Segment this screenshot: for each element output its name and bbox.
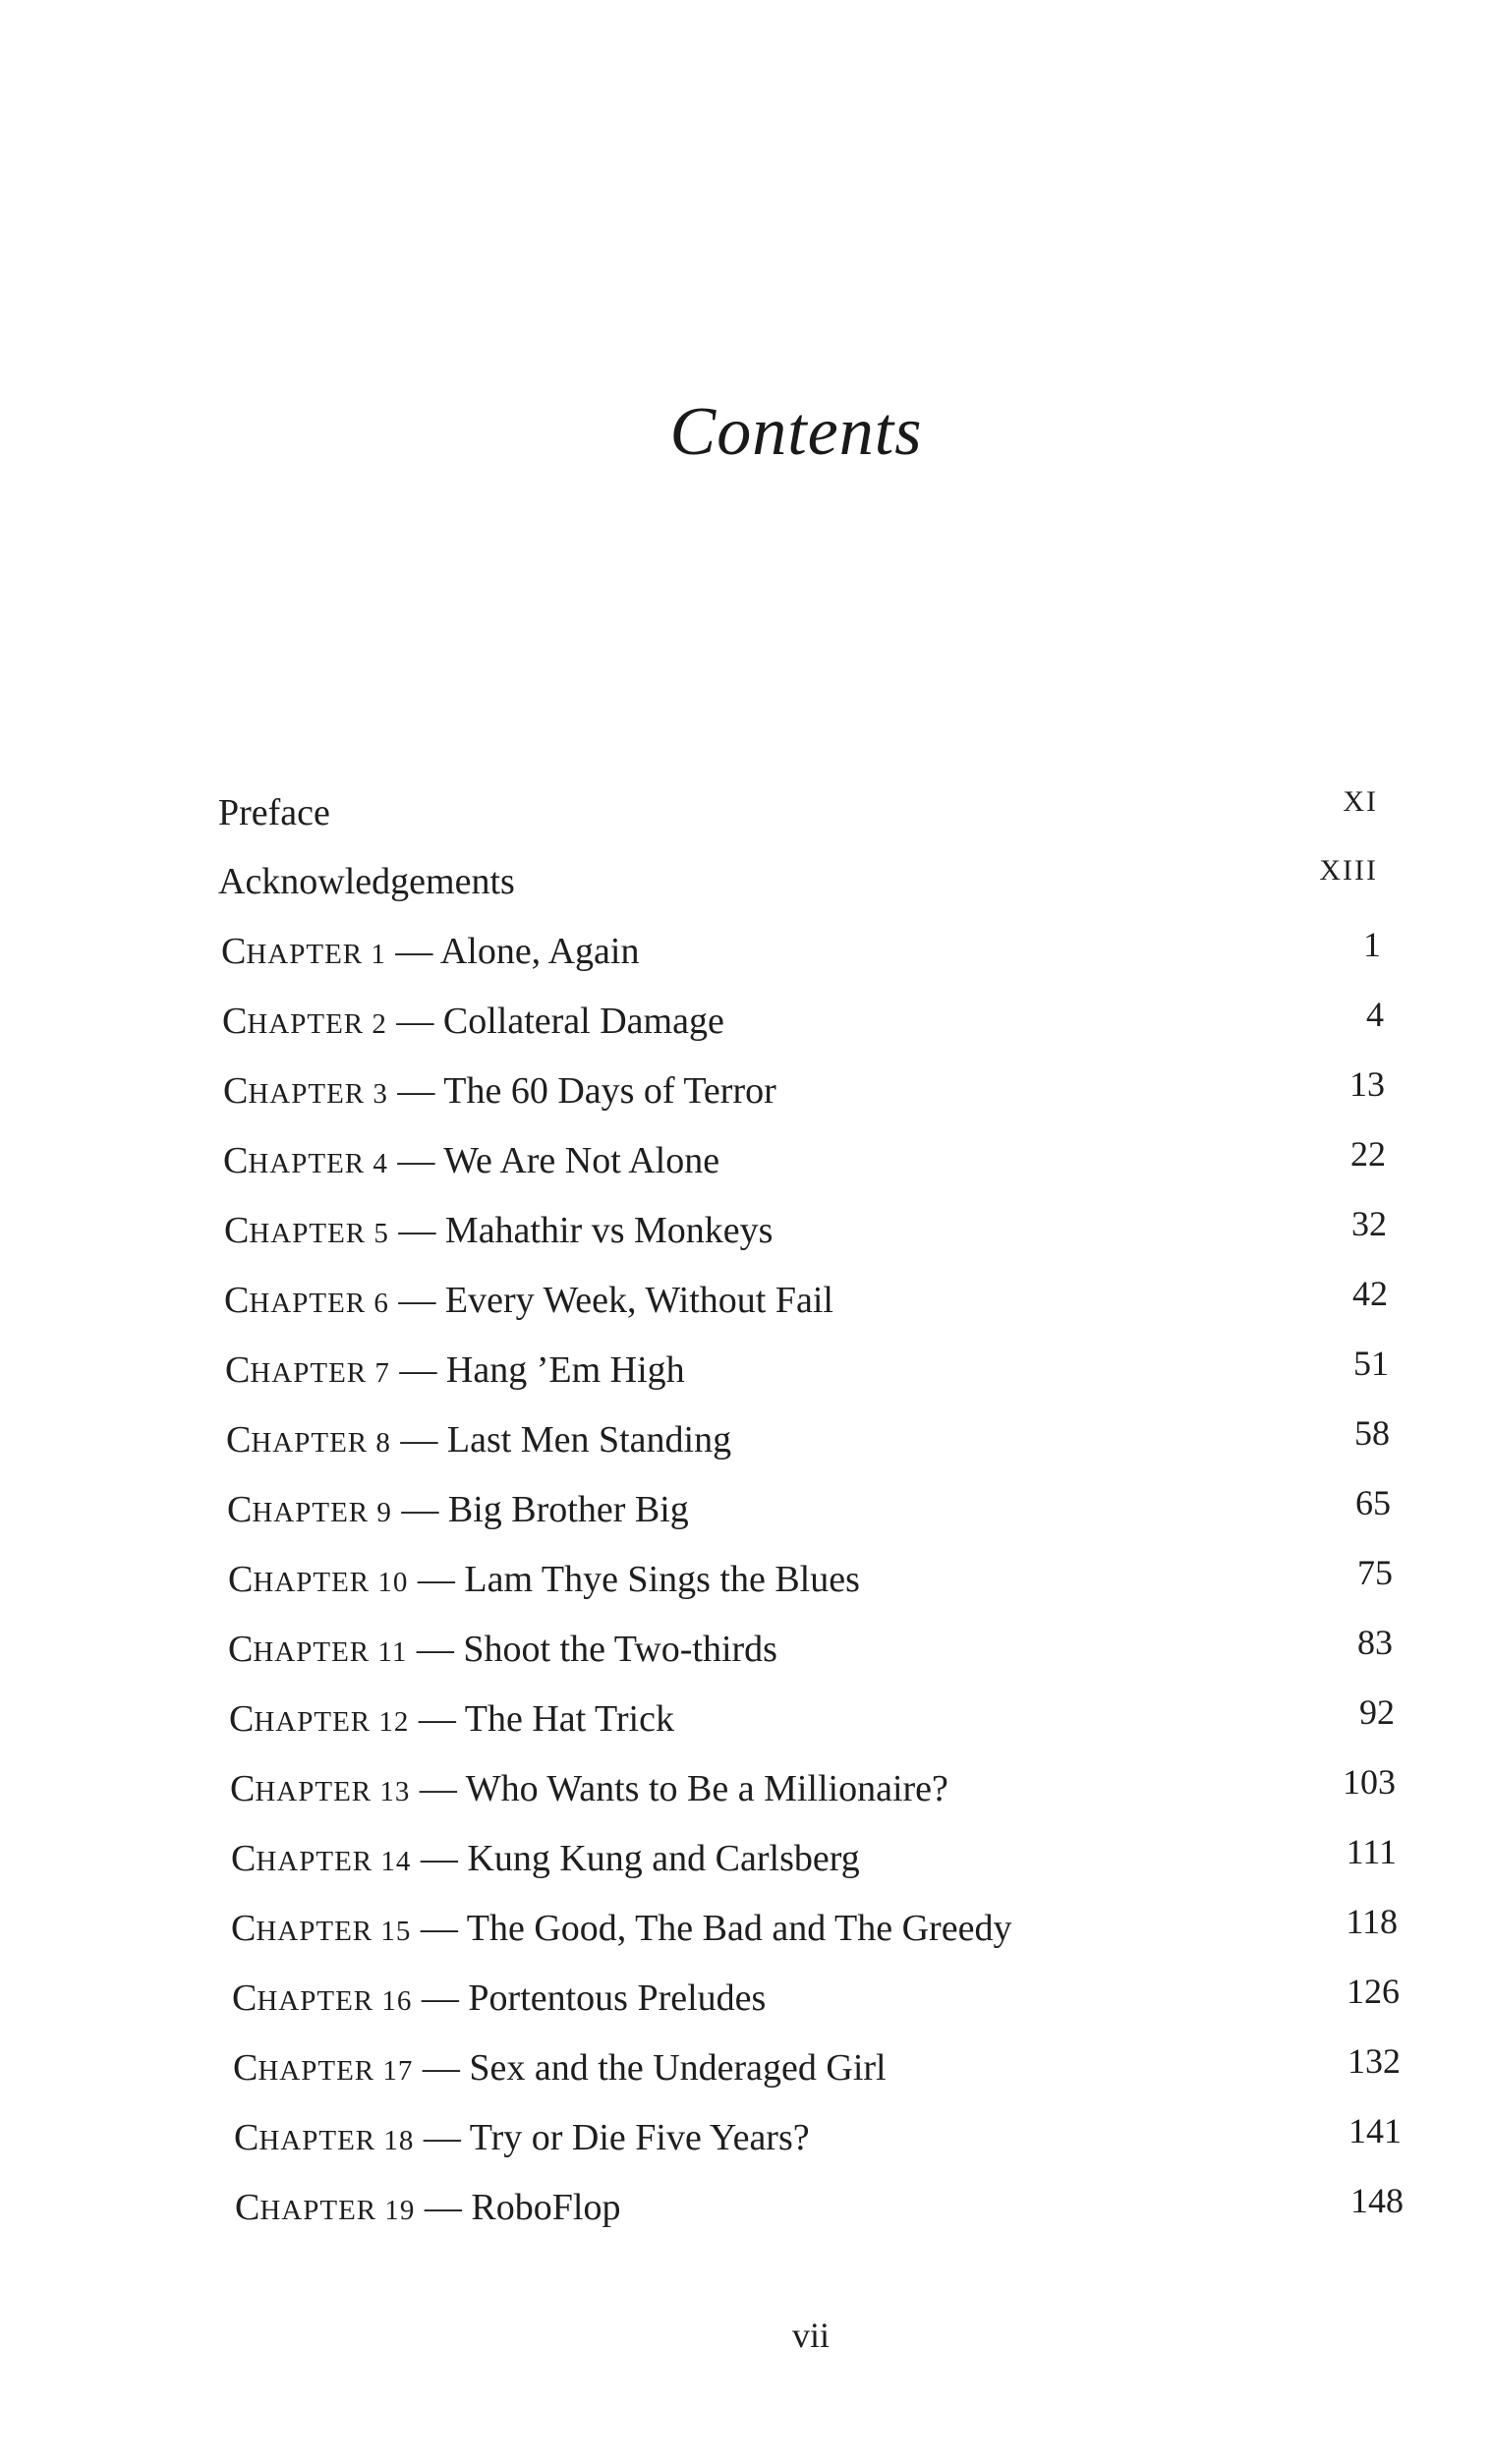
page-number: vii xyxy=(791,2316,830,2355)
chapter-label: CHAPTER 12 xyxy=(229,1698,410,1740)
page-title: Contents xyxy=(669,394,923,470)
chapter-label: CHAPTER 19 xyxy=(235,2187,416,2228)
chapter-label: CHAPTER 11 xyxy=(228,1629,408,1670)
toc-entry-page: 65 xyxy=(1355,1483,1391,1522)
chapter-label: CHAPTER 13 xyxy=(230,1768,411,1809)
separator: — xyxy=(386,1001,443,1042)
toc-entry-page: 4 xyxy=(1366,995,1384,1034)
chapter-title: The Hat Trick xyxy=(464,1698,674,1740)
toc-entry-page: 42 xyxy=(1352,1274,1388,1313)
toc-entry-page: 126 xyxy=(1347,1972,1400,2011)
toc-entry-page: 111 xyxy=(1346,1832,1397,1871)
chapter-title: Every Week, Without Fail xyxy=(444,1280,833,1321)
toc-entry-page: 32 xyxy=(1351,1204,1387,1243)
separator: — xyxy=(387,1070,444,1112)
toc-entry-title: Preface xyxy=(218,792,330,833)
toc-entry-chapter-18[interactable] xyxy=(234,2111,1413,2175)
toc-entry-chapter-2[interactable] xyxy=(222,995,1402,1059)
chapter-label: CHAPTER 10 xyxy=(228,1559,409,1600)
chapter-label: CHAPTER 3 xyxy=(223,1070,388,1112)
toc-entry-chapter-7[interactable] xyxy=(225,1344,1405,1407)
separator: — xyxy=(390,1419,447,1461)
toc-entry-preface[interactable] xyxy=(218,785,1398,850)
toc-entry-chapter-6[interactable] xyxy=(224,1274,1404,1338)
separator: — xyxy=(414,2117,470,2158)
toc-entry-chapter-11[interactable] xyxy=(228,1623,1407,1687)
toc-entry-chapter-19[interactable] xyxy=(235,2181,1414,2245)
chapter-label: CHAPTER 17 xyxy=(233,2047,414,2089)
chapter-title: Mahathir vs Monkeys xyxy=(444,1210,774,1251)
toc-entry-page: 13 xyxy=(1349,1064,1385,1104)
separator: — xyxy=(415,2187,472,2228)
separator: — xyxy=(407,1629,464,1670)
chapter-title: Portentous Preludes xyxy=(468,1977,767,2019)
chapter-title: RoboFlop xyxy=(471,2187,621,2228)
chapter-title: Try or Die Five Years? xyxy=(469,2117,810,2158)
chapter-label: CHAPTER 14 xyxy=(231,1838,412,1879)
chapter-title: We Are Not Alone xyxy=(443,1140,720,1181)
toc-entry-page: 1 xyxy=(1363,925,1381,964)
chapter-title: Alone, Again xyxy=(439,931,640,972)
chapter-label: CHAPTER 16 xyxy=(232,1977,413,2019)
separator: — xyxy=(413,2047,470,2089)
toc-entry-chapter-3[interactable] xyxy=(223,1064,1403,1128)
separator: — xyxy=(387,1140,444,1181)
separator: — xyxy=(391,1489,448,1530)
toc-entry-page: 92 xyxy=(1359,1692,1395,1732)
toc-entry-page: 103 xyxy=(1343,1762,1396,1802)
toc-entry-chapter-15[interactable] xyxy=(231,1902,1410,1966)
chapter-title: Big Brother Big xyxy=(447,1489,689,1530)
toc-entry-chapter-10[interactable] xyxy=(228,1553,1407,1617)
separator: — xyxy=(412,1977,469,2019)
chapter-title: The Good, The Bad and The Greedy xyxy=(466,1908,1012,1949)
toc-entry-chapter-14[interactable] xyxy=(231,1832,1410,1896)
chapter-title: Last Men Standing xyxy=(446,1419,732,1461)
toc-entry-page: 132 xyxy=(1348,2041,1401,2081)
separator: — xyxy=(385,931,440,972)
chapter-title: Kung Kung and Carlsberg xyxy=(467,1838,860,1879)
chapter-label: CHAPTER 9 xyxy=(227,1489,392,1530)
separator: — xyxy=(409,1698,465,1740)
chapter-label: CHAPTER 2 xyxy=(222,1001,387,1042)
separator: — xyxy=(388,1210,445,1251)
chapter-label: CHAPTER 8 xyxy=(226,1419,391,1461)
toc-entry-page: 148 xyxy=(1350,2181,1404,2220)
chapter-label: CHAPTER 5 xyxy=(224,1210,389,1251)
toc-entry-page: 141 xyxy=(1348,2111,1402,2150)
chapter-title: Shoot the Two-thirds xyxy=(463,1629,777,1670)
chapter-label: CHAPTER 4 xyxy=(223,1140,388,1181)
chapter-title: Who Wants to Be a Millionaire? xyxy=(465,1768,948,1809)
toc-entry-page: XIII xyxy=(1319,854,1378,887)
toc-entry-title: Acknowledgements xyxy=(218,861,515,902)
separator: — xyxy=(408,1559,465,1600)
toc-entry-page: 118 xyxy=(1346,1902,1398,1941)
separator: — xyxy=(388,1280,445,1321)
toc-entry-page: 83 xyxy=(1357,1623,1393,1662)
toc-entry-chapter-8[interactable] xyxy=(226,1413,1405,1477)
toc-entry-chapter-12[interactable] xyxy=(229,1692,1408,1756)
chapter-title: Hang ’Em High xyxy=(445,1349,685,1391)
toc-entry-chapter-13[interactable] xyxy=(230,1762,1409,1826)
chapter-title: Collateral Damage xyxy=(442,1001,724,1042)
separator: — xyxy=(411,1838,468,1879)
toc-entry-page: XI xyxy=(1343,785,1378,818)
separator: — xyxy=(411,1908,467,1949)
chapter-label: CHAPTER 15 xyxy=(231,1908,412,1949)
chapter-label: CHAPTER 18 xyxy=(234,2117,415,2158)
chapter-label: CHAPTER 7 xyxy=(225,1349,390,1391)
toc-entry-chapter-9[interactable] xyxy=(227,1483,1406,1547)
separator: — xyxy=(410,1768,466,1809)
toc-entry-chapter-17[interactable] xyxy=(233,2041,1412,2105)
separator: — xyxy=(389,1349,446,1391)
chapter-label: CHAPTER 6 xyxy=(224,1280,389,1321)
chapter-title: Sex and the Underaged Girl xyxy=(469,2047,887,2089)
toc-entry-acknowledgements[interactable] xyxy=(218,854,1398,919)
toc-entry-page: 58 xyxy=(1354,1413,1390,1453)
toc-entry-chapter-16[interactable] xyxy=(232,1972,1411,2035)
toc-entry-chapter-4[interactable] xyxy=(223,1134,1403,1198)
chapter-label: CHAPTER 1 xyxy=(221,931,386,972)
toc-entry-chapter-1[interactable] xyxy=(221,925,1401,989)
toc-entry-page: 51 xyxy=(1353,1344,1389,1383)
chapter-title: The 60 Days of Terror xyxy=(443,1070,776,1112)
toc-entry-chapter-5[interactable] xyxy=(224,1204,1404,1268)
chapter-title: Lam Thye Sings the Blues xyxy=(464,1559,860,1600)
toc-entry-page: 22 xyxy=(1350,1134,1386,1174)
toc-entry-page: 75 xyxy=(1357,1553,1393,1592)
